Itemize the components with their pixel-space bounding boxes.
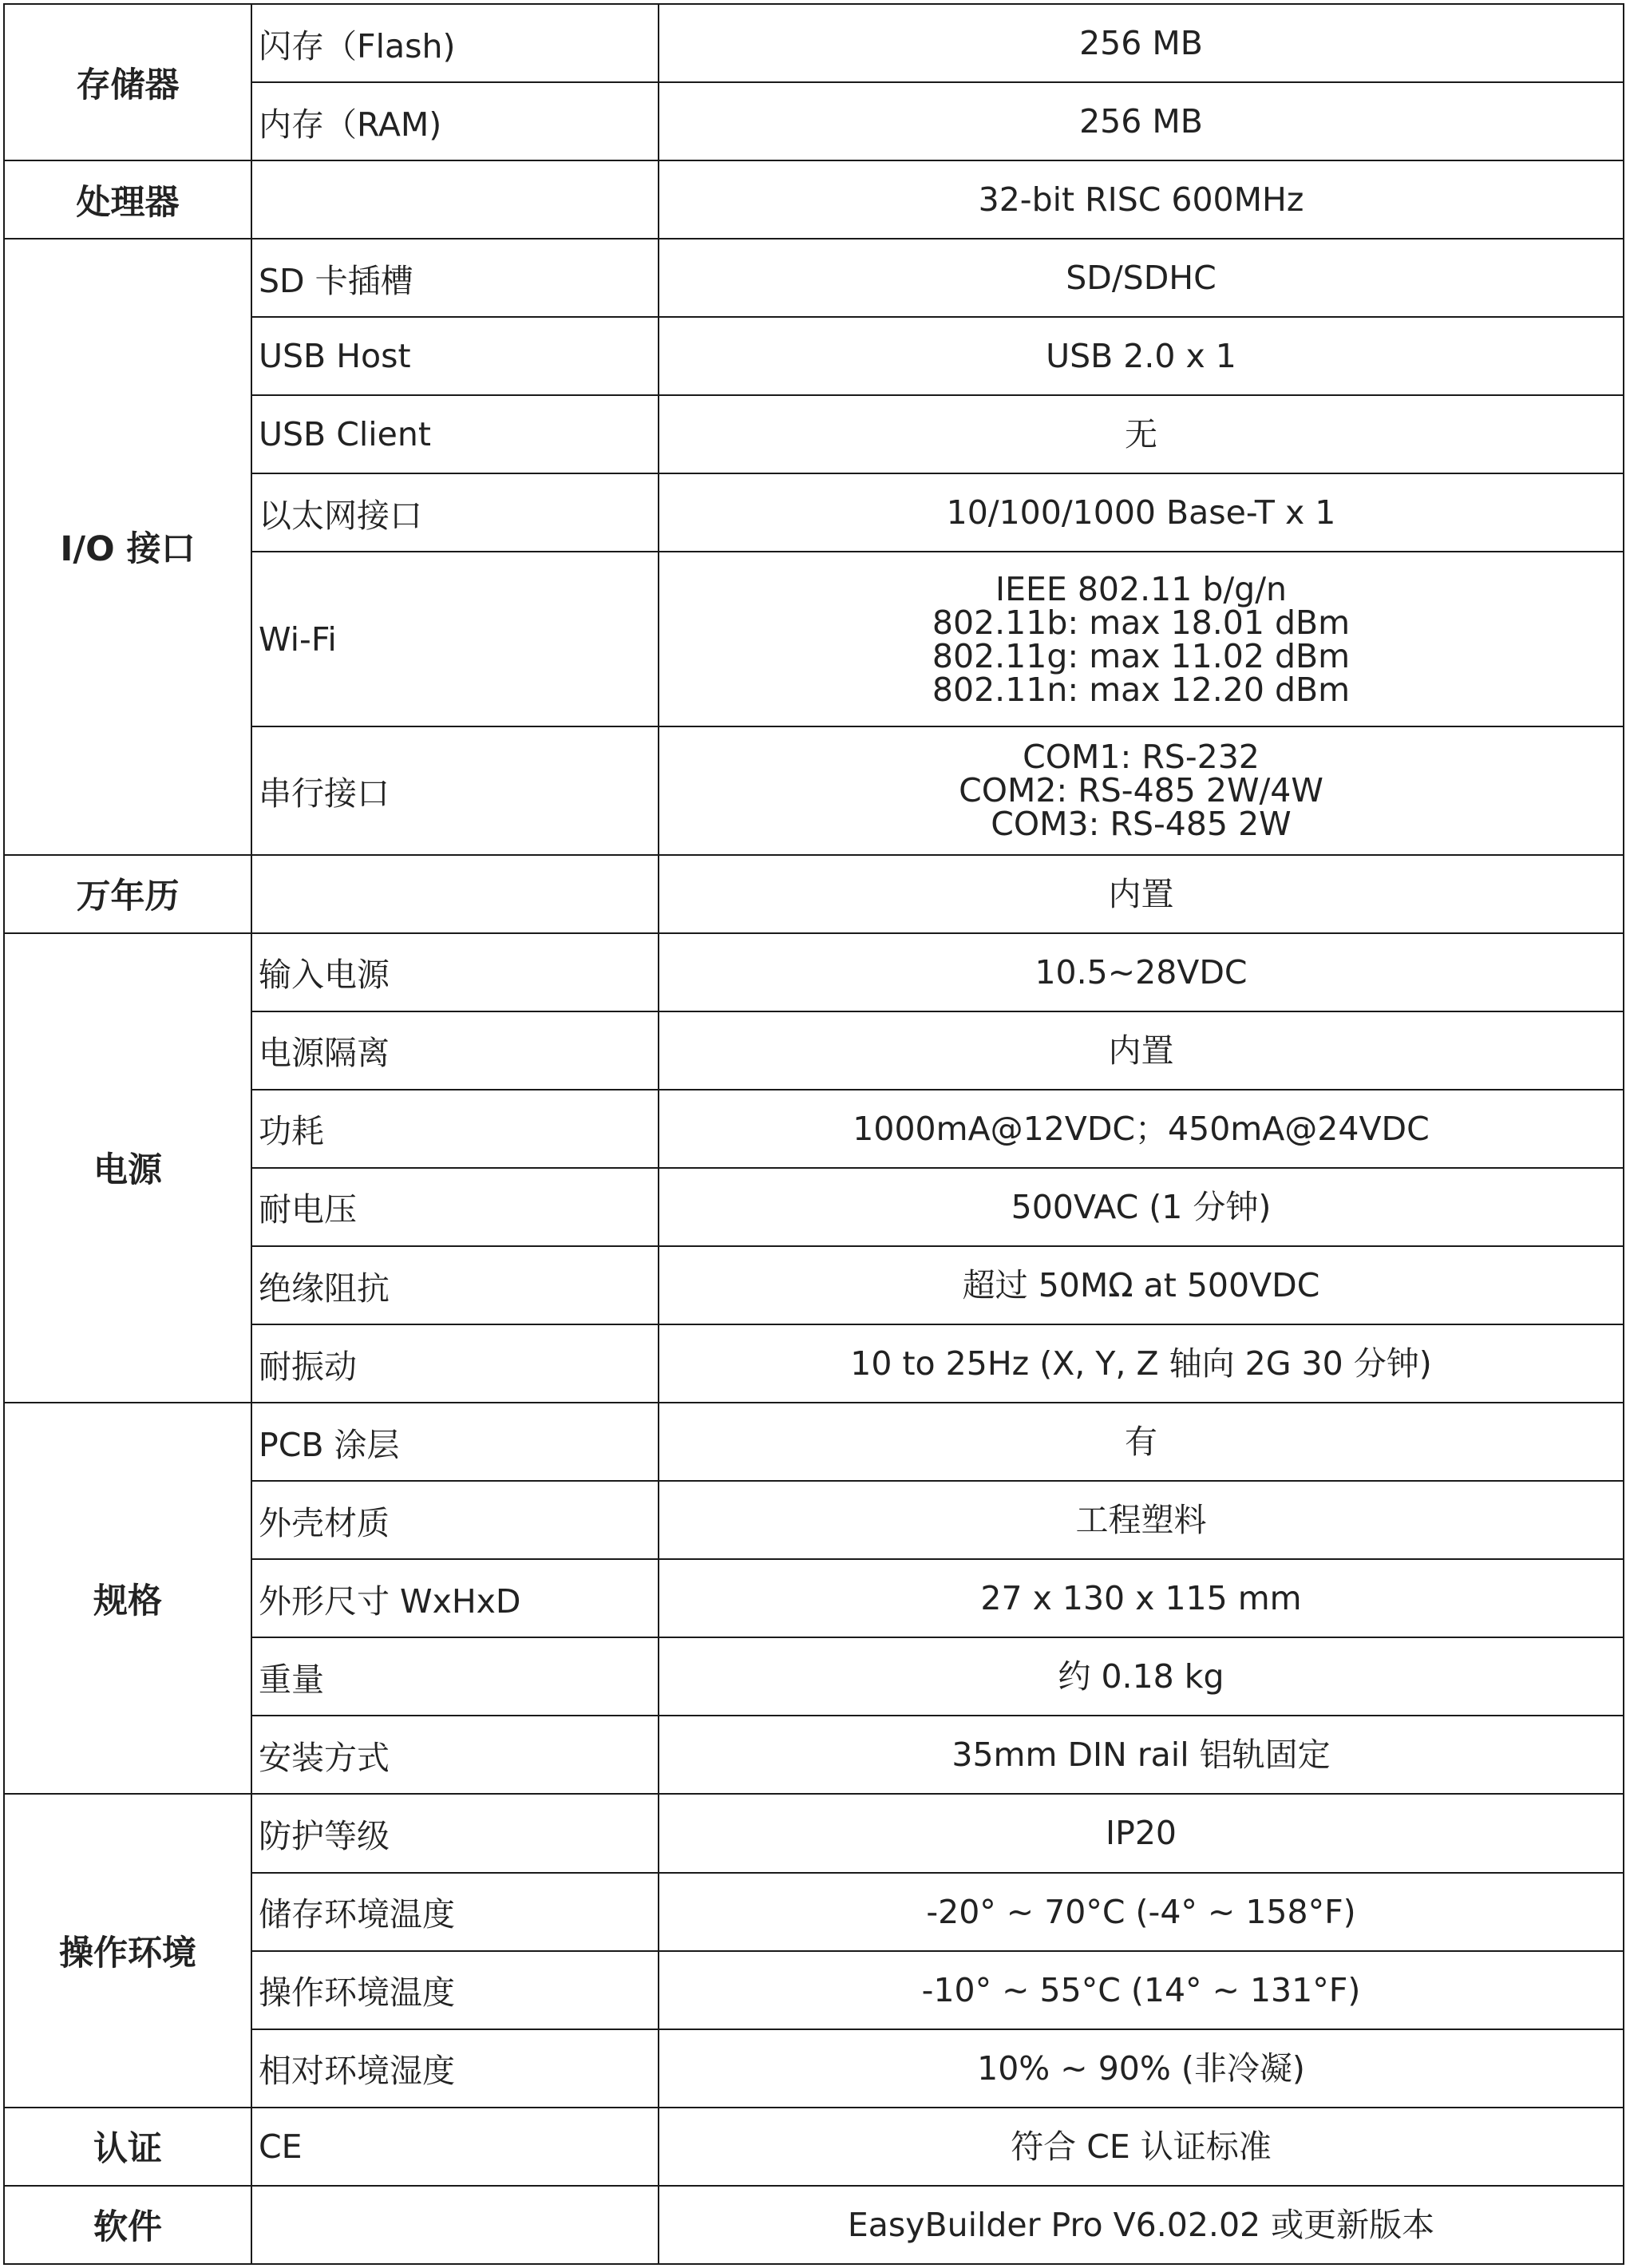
item-value: 500VAC (1 分钟) <box>659 1168 1624 1246</box>
item-label: 功耗 <box>251 1090 659 1168</box>
item-label: SD 卡插槽 <box>251 239 659 317</box>
item-value: COM1: RS-232 COM2: RS-485 2W/4W COM3: RS-485 2W <box>659 726 1624 855</box>
item-value: 256 MB <box>659 4 1624 82</box>
item-label: 外壳材质 <box>251 1481 659 1559</box>
item-label: 以太网接口 <box>251 473 659 552</box>
item-label: 内存（RAM) <box>251 82 659 160</box>
item-value: 超过 50MΩ at 500VDC <box>659 1246 1624 1324</box>
item-label <box>251 2186 659 2264</box>
item-value: 35mm DIN rail 铝轨固定 <box>659 1716 1624 1794</box>
category-spec: 规格 <box>4 1403 251 1794</box>
table-row <box>4 239 1624 317</box>
item-value: 10.5~28VDC <box>659 933 1624 1011</box>
item-value: USB 2.0 x 1 <box>659 317 1624 395</box>
category-certification: 认证 <box>4 2108 251 2186</box>
spec-table <box>3 3 1624 2265</box>
item-value: 内置 <box>659 1011 1624 1090</box>
item-value: 有 <box>659 1403 1624 1481</box>
category-processor: 处理器 <box>4 160 251 239</box>
item-label: 耐电压 <box>251 1168 659 1246</box>
item-label: 储存环境温度 <box>251 1873 659 1951</box>
item-label: 电源隔离 <box>251 1011 659 1090</box>
item-value: 无 <box>659 395 1624 473</box>
item-value: -20° ~ 70°C (-4° ~ 158°F) <box>659 1873 1624 1951</box>
item-label: CE <box>251 2108 659 2186</box>
item-label: 安装方式 <box>251 1716 659 1794</box>
item-label: 耐振动 <box>251 1324 659 1403</box>
item-label: 操作环境温度 <box>251 1951 659 2029</box>
category-environment: 操作环境 <box>4 1794 251 2107</box>
table-row <box>4 933 1624 1011</box>
item-value: 工程塑料 <box>659 1481 1624 1559</box>
item-value: 32-bit RISC 600MHz <box>659 160 1624 239</box>
item-label <box>251 160 659 239</box>
item-label: 防护等级 <box>251 1794 659 1872</box>
category-power: 电源 <box>4 933 251 1403</box>
table-row <box>4 2186 1624 2264</box>
item-value: IEEE 802.11 b/g/n 802.11b: max 18.01 dBm 802.11g: max 11.02 dBm 802.11n: max 12.20 dBm <box>659 552 1624 726</box>
item-label: USB Client <box>251 395 659 473</box>
item-value: IP20 <box>659 1794 1624 1872</box>
item-value: 约 0.18 kg <box>659 1637 1624 1716</box>
item-label: 闪存（Flash) <box>251 4 659 82</box>
item-value: 10/100/1000 Base-T x 1 <box>659 473 1624 552</box>
table-row <box>4 4 1624 82</box>
item-label: 相对环境湿度 <box>251 2029 659 2108</box>
item-value: 1000mA@12VDC；450mA@24VDC <box>659 1090 1624 1168</box>
item-value: 27 x 130 x 115 mm <box>659 1559 1624 1637</box>
table-row <box>4 160 1624 239</box>
item-label <box>251 855 659 933</box>
item-value: 10% ~ 90% (非冷凝) <box>659 2029 1624 2108</box>
item-label: Wi-Fi <box>251 552 659 726</box>
item-label: USB Host <box>251 317 659 395</box>
item-label: 外形尺寸 WxHxD <box>251 1559 659 1637</box>
item-label: 输入电源 <box>251 933 659 1011</box>
category-rtc: 万年历 <box>4 855 251 933</box>
item-value: 10 to 25Hz (X, Y, Z 轴向 2G 30 分钟) <box>659 1324 1624 1403</box>
item-label: 绝缘阻抗 <box>251 1246 659 1324</box>
item-value: 符合 CE 认证标准 <box>659 2108 1624 2186</box>
item-value: -10° ~ 55°C (14° ~ 131°F) <box>659 1951 1624 2029</box>
table-row <box>4 1403 1624 1481</box>
item-value: SD/SDHC <box>659 239 1624 317</box>
category-storage: 存储器 <box>4 4 251 160</box>
category-software: 软件 <box>4 2186 251 2264</box>
item-label: 串行接口 <box>251 726 659 855</box>
item-value: 256 MB <box>659 82 1624 160</box>
item-value: EasyBuilder Pro V6.02.02 或更新版本 <box>659 2186 1624 2264</box>
table-row <box>4 2108 1624 2186</box>
table-row <box>4 855 1624 933</box>
item-label: PCB 涂层 <box>251 1403 659 1481</box>
item-value: 内置 <box>659 855 1624 933</box>
item-label: 重量 <box>251 1637 659 1716</box>
category-io: I/O 接口 <box>4 239 251 855</box>
table-row <box>4 1794 1624 1872</box>
